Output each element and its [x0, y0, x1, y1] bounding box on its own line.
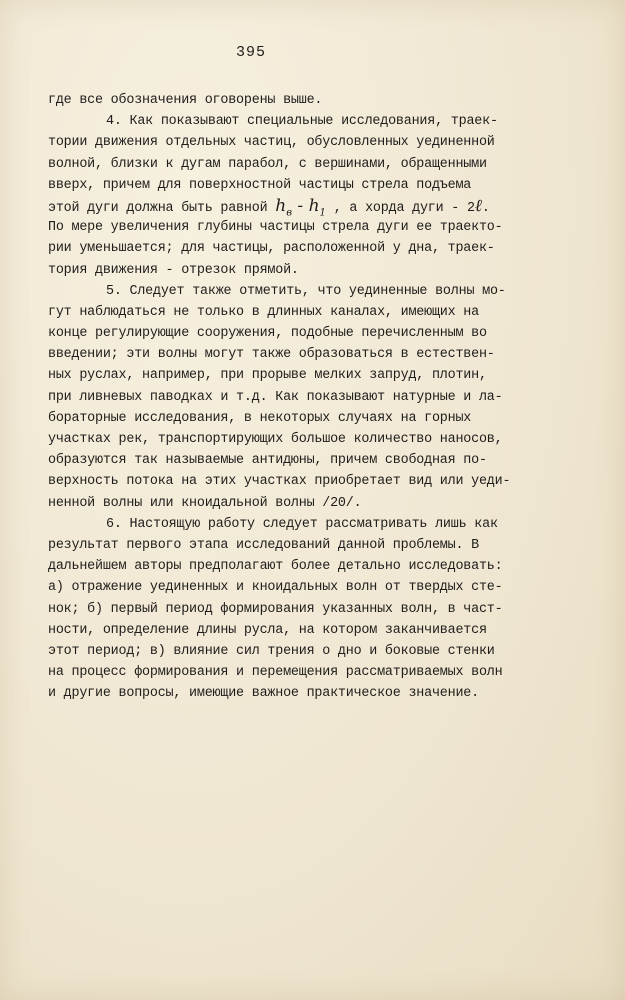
text-line: участках рек, транспортирующих большое количество наносов, [48, 432, 503, 447]
text-fragment: , а хорда дуги - 2 [325, 200, 475, 216]
text-line: этот период; в) влияние сил трения о дно и боковые стенки [48, 643, 495, 659]
text-line: введении; эти волны могут также образоваться в естествен- [48, 347, 495, 363]
text-line: вверх, причем для поверхностной частицы стрела подъема [48, 177, 472, 193]
text-line: бораторные исследования, в некоторых случаях на горных [48, 410, 472, 426]
text-line: на процесс формирования и перемещения рассматриваемых волн [48, 665, 503, 681]
text-line: тории движения отдельных частиц, обусловленных уединенной [48, 135, 495, 151]
text-line: ных руслах, например, при прорыве мелких запруд, плотин, [48, 368, 487, 384]
text-line: 4. Как показывают специальные исследования, траек- [106, 114, 498, 130]
text-line-with-formula: этой дуги должна быть равной $h_в - h_1$ , а хорда дуги - 2ℓ. [48, 195, 490, 219]
text-line: рии уменьшается; для частицы, расположенной у дна, траек- [48, 241, 495, 257]
page-number: 395 [236, 44, 267, 61]
text-line: нок; б) первый период формирования указанных волн, в част- [48, 601, 503, 617]
text-line: волной, близки к дугам парабол, с вершинами, обращенными [48, 156, 487, 172]
text-line: результат первого этапа исследований данной проблемы. В [48, 537, 479, 553]
text-line: при ливневых паводках и т.д. Как показывают натурные и ла- [48, 389, 503, 405]
text-line: 5. Следует также отметить, что уединенные волны мо- [106, 283, 506, 299]
text-line: 6. Настоящую работу следует рассматривать лишь как [106, 516, 498, 532]
handwritten-formula: $h_в - h_1$ [275, 195, 326, 219]
text-line: конце регулирующие сооружения, подобные перечисленным во [48, 326, 487, 342]
text-line: По мере увеличения глубины частицы стрела дуги ее траекто- [48, 220, 503, 236]
text-fragment: этой дуги должна быть равной [48, 200, 268, 216]
text-line: и другие вопросы, имеющие важное практическое значение. [48, 686, 479, 702]
text-line: а) отражение уединенных и кноидальных волн от твердых сте- [48, 580, 503, 596]
text-line: где все обозначения оговорены выше. [48, 93, 323, 108]
text-line: гут наблюдаться не только в длинных каналах, имеющих на [48, 304, 479, 320]
handwritten-ell: ℓ [474, 195, 482, 216]
document-body [48, 90, 593, 704]
text-line: верхность потока на этих участках приобретает вид или уеди- [48, 474, 511, 490]
text-line: образуются так называемые антидюны, причем свободная по- [48, 453, 487, 469]
text-line: ненной волны или кноидальной волны /20/. [48, 495, 362, 511]
text-line: ности, определение длины русла, на котором заканчивается [48, 622, 487, 638]
text-line: тория движения - отрезок прямой. [48, 262, 299, 278]
text-line: дальнейшем авторы предполагают более детально исследовать: [48, 559, 503, 575]
